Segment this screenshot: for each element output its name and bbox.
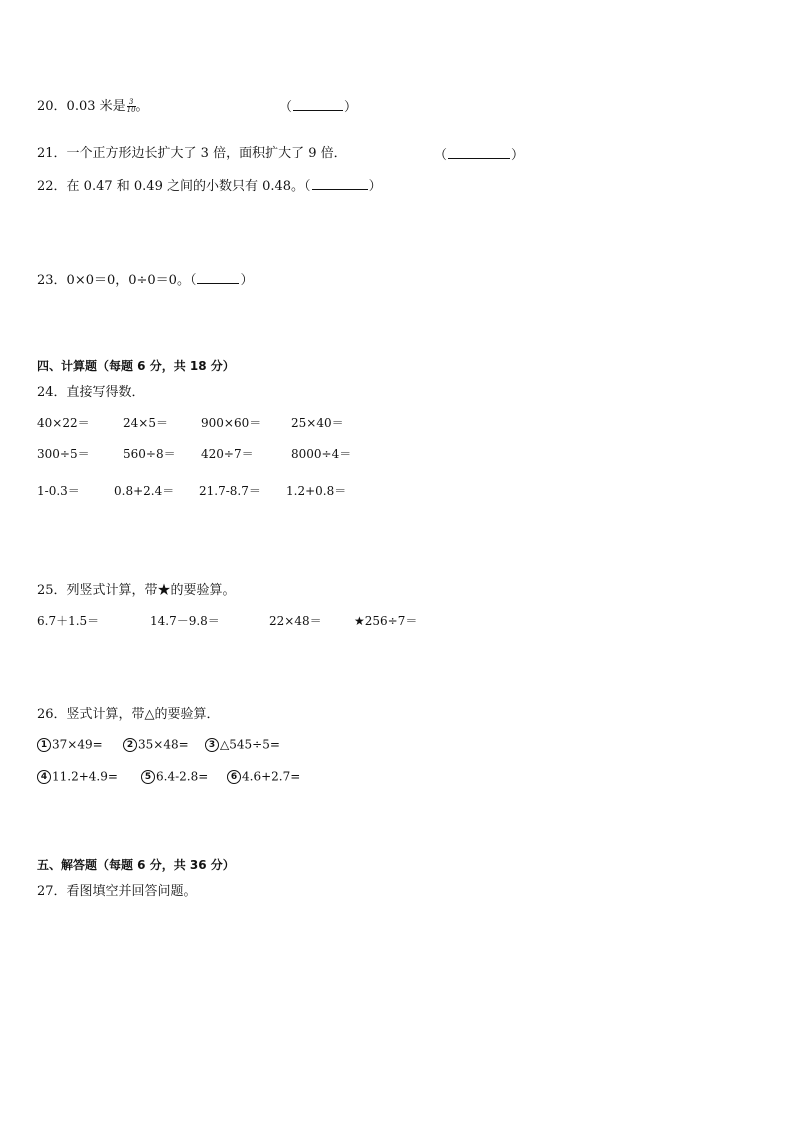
calc-item: 21.7-8.7＝ [199, 484, 261, 498]
calc-expression: 11.2+4.9= [52, 769, 118, 784]
question-22 [37, 178, 382, 193]
calc-item: 8000÷4＝ [291, 447, 352, 461]
paren-open: （ [189, 273, 197, 288]
paren-close: ） [344, 100, 358, 115]
calc-expression: 6.4-2.8= [156, 769, 209, 784]
calc-item: 40×22＝ [37, 416, 90, 430]
calc-item: 560÷8＝ [123, 447, 176, 461]
calc-expression: 4.6+2.7= [242, 769, 301, 784]
fraction-denominator: 10 [126, 106, 136, 114]
answer-blank[interactable] [197, 272, 239, 284]
fraction [127, 99, 136, 114]
question-text: 在 0.47 和 0.49 之间的小数只有 0.48。 [66, 179, 305, 194]
calc-item: 300÷5＝ [37, 447, 90, 461]
paren-open: （ [304, 179, 311, 194]
calc-item: 25×40＝ [291, 416, 344, 430]
answer-paren-21 [434, 147, 524, 162]
calc-item-3 [205, 738, 280, 752]
question-21 [37, 147, 347, 160]
calc-item: 6.7＋1.5＝ [37, 614, 100, 628]
question-number: 21． [37, 146, 67, 161]
calc-item-4 [37, 770, 118, 784]
calc-item: 420÷7＝ [201, 447, 254, 461]
answer-paren-20 [279, 99, 357, 114]
question-20 [37, 99, 149, 114]
question-27-title: 27．看图填空并回答问题。 [37, 884, 197, 899]
question-23 [37, 272, 254, 287]
calc-item: 1-0.3＝ [37, 484, 80, 498]
calc-item: 22×48＝ [269, 614, 322, 628]
fraction-numerator: 3 [127, 99, 136, 107]
question-number: 20． [37, 99, 67, 114]
circled-number-3: 3 [205, 738, 219, 752]
question-26-title: 26．竖式计算，带△的要验算． [37, 707, 220, 722]
calc-expression: △545÷5= [220, 737, 280, 752]
calc-expression: 37×49= [52, 737, 103, 752]
question-text: 0×0＝0，0÷0＝0。 [66, 273, 190, 288]
calc-item: 24×5＝ [123, 416, 168, 430]
calc-item: 0.8+2.4＝ [114, 484, 175, 498]
question-25-title: 25．列竖式计算，带★的要验算。 [37, 583, 236, 598]
calc-item: 14.7－9.8＝ [150, 614, 220, 628]
paren-open: （ [434, 148, 448, 163]
calc-item-1 [37, 738, 103, 752]
calc-item-5 [141, 770, 208, 784]
answer-blank[interactable] [293, 99, 343, 111]
paren-close: ） [368, 179, 382, 194]
paren-close: ） [240, 273, 254, 288]
section-title-4: 四、计算题（每题 6 分，共 18 分） [37, 359, 235, 373]
calc-item-2 [123, 738, 189, 752]
question-text: 一个正方形边长扩大了 3 倍，面积扩大了 9 倍． [66, 146, 347, 161]
paren-close: ） [511, 148, 525, 163]
answer-blank[interactable] [448, 147, 510, 159]
circled-number-2: 2 [123, 738, 137, 752]
calc-expression: 35×48= [138, 737, 189, 752]
question-24-title: 24．直接写得数． [37, 385, 145, 400]
calc-item-6 [227, 770, 300, 784]
circled-number-1: 1 [37, 738, 51, 752]
calc-item: 1.2+0.8＝ [286, 484, 347, 498]
paren-open: （ [279, 100, 293, 115]
calc-item: 900×60＝ [201, 416, 262, 430]
section-title-5: 五、解答题（每题 6 分，共 36 分） [37, 858, 235, 872]
question-number: 23． [37, 273, 67, 288]
calc-item: ★256÷7＝ [354, 614, 418, 628]
question-text-end: 。 [135, 99, 149, 114]
answer-blank[interactable] [312, 178, 368, 190]
question-text: 0.03 米是 [66, 99, 126, 114]
question-number: 22． [37, 179, 67, 194]
circled-number-6: 6 [227, 770, 241, 784]
circled-number-4: 4 [37, 770, 51, 784]
circled-number-5: 5 [141, 770, 155, 784]
